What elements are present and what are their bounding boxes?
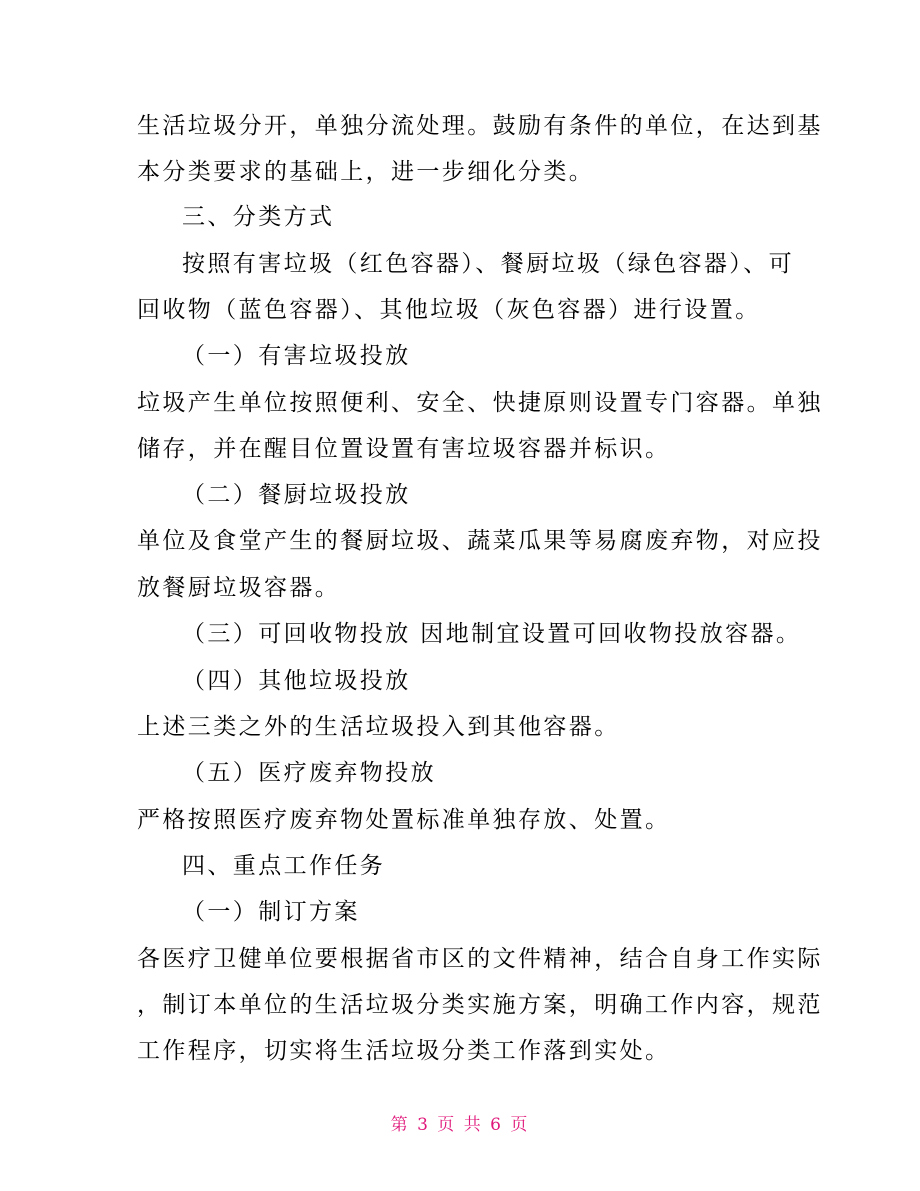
page-number-footer: 第 3 页 共 6 页 [390, 1115, 530, 1135]
paragraph-line: 单位及食堂产生的餐厨垃圾、蔬菜瓜果等易腐废弃物，对应投 [137, 528, 823, 554]
subsection-heading: （四）其他垃圾投放 [182, 668, 411, 694]
paragraph-line: 各医疗卫健单位要根据省市区的文件精神，结合自身工作实际 [137, 946, 823, 972]
subsection-heading: （五）医疗废弃物投放 [182, 760, 436, 786]
paragraph-line: 严格按照医疗废弃物处置标准单独存放、处置。 [137, 807, 671, 833]
paragraph-line: 生活垃圾分开，单独分流处理。鼓励有条件的单位，在达到基 [137, 113, 823, 139]
paragraph-line: 本分类要求的基础上，进一步细化分类。 [137, 159, 595, 185]
subsection-heading: （一）有害垃圾投放 [182, 343, 411, 369]
paragraph-line: ，制订本单位的生活垃圾分类实施方案，明确工作内容，规范 [137, 992, 823, 1018]
paragraph-line: 储存，并在醒目位置设置有害垃圾容器并标识。 [137, 436, 671, 462]
paragraph-line: 上述三类之外的生活垃圾投入到其他容器。 [137, 714, 620, 740]
paragraph-line: 垃圾产生单位按照便利、安全、快捷原则设置专门容器。单独 [137, 390, 823, 416]
section-heading: 四、重点工作任务 [182, 853, 386, 879]
section-heading: 三、分类方式 [182, 204, 335, 230]
paragraph-line: 放餐厨垃圾容器。 [137, 575, 341, 601]
paragraph-line: 回收物（蓝色容器）、其他垃圾（灰色容器）进行设置。 [137, 297, 761, 323]
paragraph-line: 按照有害垃圾（红色容器）、餐厨垃圾（绿色容器）、可 [182, 251, 794, 277]
subsection-heading: （二）餐厨垃圾投放 [182, 482, 411, 508]
subsection-heading: （三）可回收物投放 因地制宜设置可回收物投放容器。 [182, 621, 802, 647]
paragraph-line: 工作程序，切实将生活垃圾分类工作落到实处。 [137, 1038, 671, 1064]
subsection-heading: （一）制订方案 [182, 899, 360, 925]
